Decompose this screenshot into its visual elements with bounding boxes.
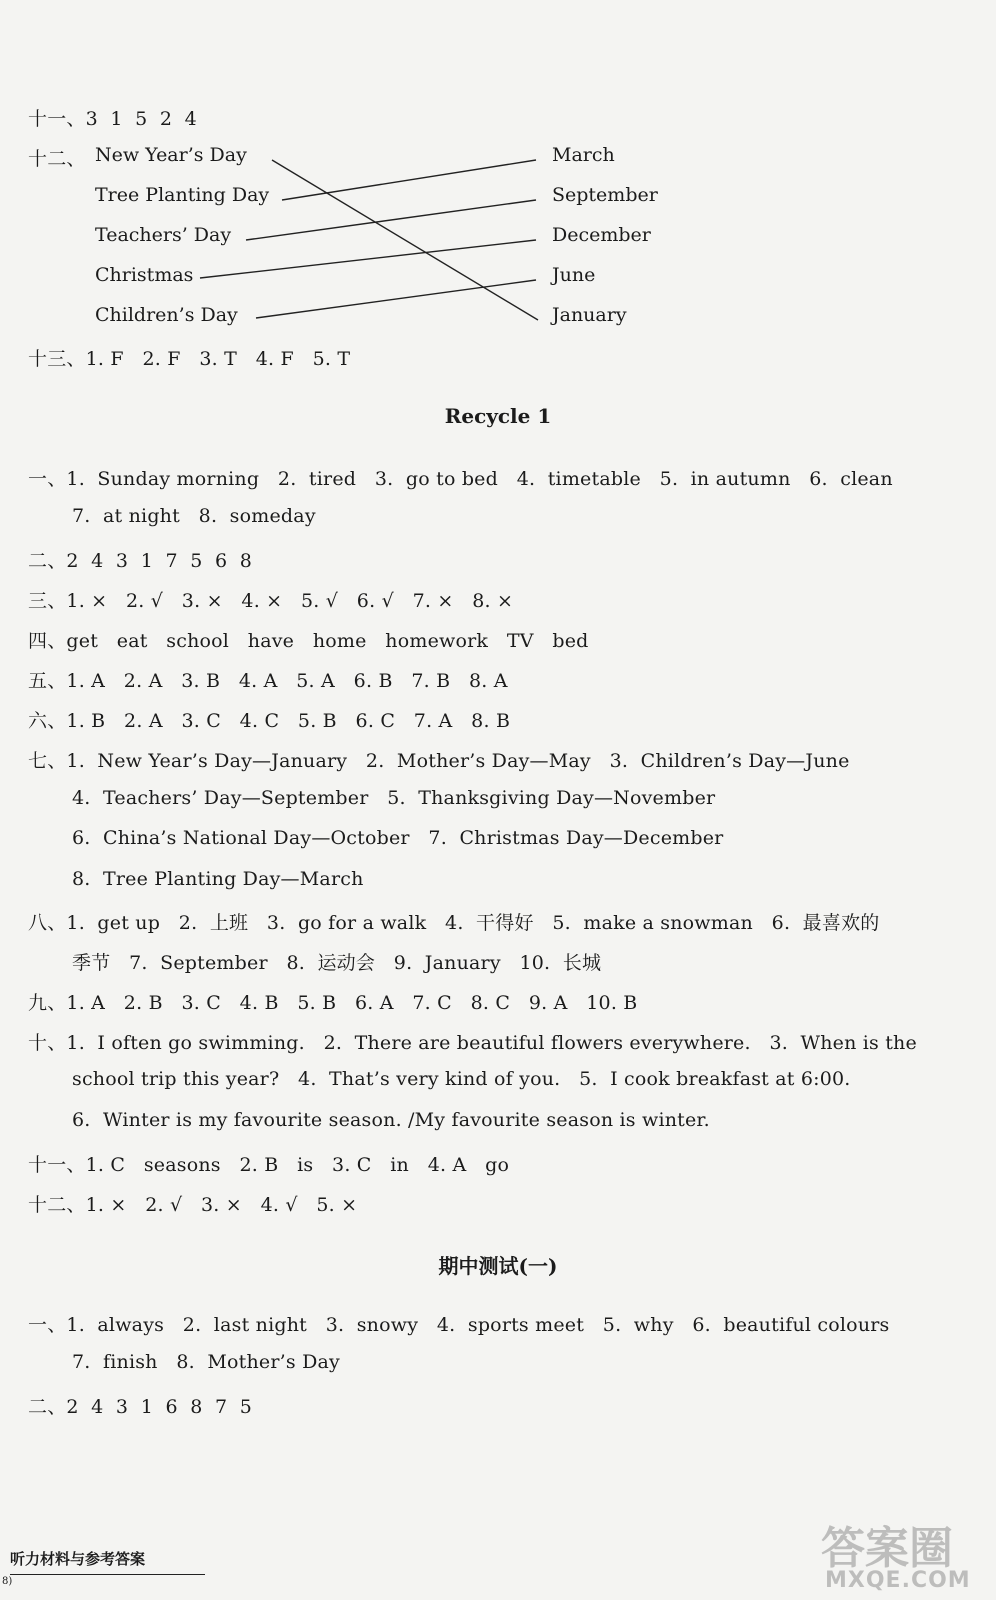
answer-line: school trip this year? 4. That’s very kind of you. 5. I cook breakfast at 6:00. [72, 1068, 851, 1090]
match-left-item: Tree Planting Day [95, 184, 270, 206]
answer-line: 六、1. B 2. A 3. C 4. C 5. B 6. C 7. A 8. B [28, 710, 511, 732]
answer-line: 十二、1. × 2. √ 3. × 4. √ 5. × [28, 1194, 358, 1216]
answer-line: 五、1. A 2. A 3. B 4. A 5. A 6. B 7. B 8. A [28, 670, 508, 692]
section-heading-recycle: Recycle 1 [444, 404, 552, 428]
match-left-item: New Year’s Day [95, 144, 247, 166]
answer-line: 4. Teachers’ Day—September 5. Thanksgiving Day—November [72, 787, 716, 809]
answer-line: 十、1. I often go swimming. 2. There are beautiful flowers everywhere. 3. When is the [28, 1032, 917, 1054]
match-line [256, 280, 536, 318]
match-line [246, 200, 536, 240]
match-right-item: June [552, 264, 596, 286]
match-right-item: March [552, 144, 615, 166]
answer-line: 8. Tree Planting Day—March [72, 868, 364, 890]
match-line [282, 160, 536, 200]
match-line [200, 240, 536, 278]
watermark-logo [821, 1512, 986, 1594]
answer-line-11: 十一、3 1 5 2 4 [28, 108, 197, 130]
answer-line: 四、get eat school have home homework TV bed [28, 630, 589, 652]
footer-title: 听力材料与参考答案 [10, 1550, 146, 1568]
match-right-item: September [552, 184, 658, 206]
match-line [272, 160, 538, 320]
answer-line: 一、1. always 2. last night 3. snowy 4. sports meet 5. why 6. beautiful colours [28, 1314, 890, 1336]
answer-line: 十一、1. C seasons 2. B is 3. C in 4. A go [28, 1154, 510, 1176]
match-left-item: Children’s Day [95, 304, 238, 326]
answer-line: 6. Winter is my favourite season. /My favourite season is winter. [72, 1109, 710, 1131]
match-right-item: December [552, 224, 651, 246]
watermark-url: MXQE.COM [825, 1568, 971, 1593]
matching-lines [0, 0, 996, 360]
match-left-item: Teachers’ Day [95, 224, 232, 246]
answer-line: 八、1. get up 2. 上班 3. go for a walk 4. 干得好 5. make a snowman 6. 最喜欢的 [28, 912, 880, 934]
answer-line: 七、1. New Year’s Day—January 2. Mother’s Day—May 3. Children’s Day—June [28, 750, 850, 772]
answer-line: 6. China’s National Day—October 7. Christmas Day—December [72, 827, 724, 849]
matching-prefix: 十二、 [28, 148, 86, 170]
answer-line: 7. at night 8. someday [72, 505, 316, 527]
answer-line: 季节 7. September 8. 运动会 9. January 10. 长城 [72, 952, 602, 974]
answer-line: 7. finish 8. Mother’s Day [72, 1351, 340, 1373]
footer-divider [10, 1574, 205, 1575]
page-number-fragment: 8) [2, 1576, 13, 1587]
answer-line: 二、2 4 3 1 7 5 6 8 [28, 550, 253, 572]
answer-line: 二、2 4 3 1 6 8 7 5 [28, 1396, 253, 1418]
answer-line-13: 十三、1. F 2. F 3. T 4. F 5. T [28, 348, 351, 370]
section-heading-midterm: 期中测试(一) [438, 1254, 558, 1278]
watermark-text: 答案圈 [821, 1523, 953, 1574]
answer-line: 九、1. A 2. B 3. C 4. B 5. B 6. A 7. C 8. C 9. A 10. B [28, 992, 638, 1014]
match-left-item: Christmas [95, 264, 194, 286]
answer-line: 三、1. × 2. √ 3. × 4. × 5. √ 6. √ 7. × 8. × [28, 590, 514, 612]
match-right-item: January [552, 304, 627, 326]
answer-line: 一、1. Sunday morning 2. tired 3. go to bed 4. timetable 5. in autumn 6. clean [28, 468, 893, 490]
